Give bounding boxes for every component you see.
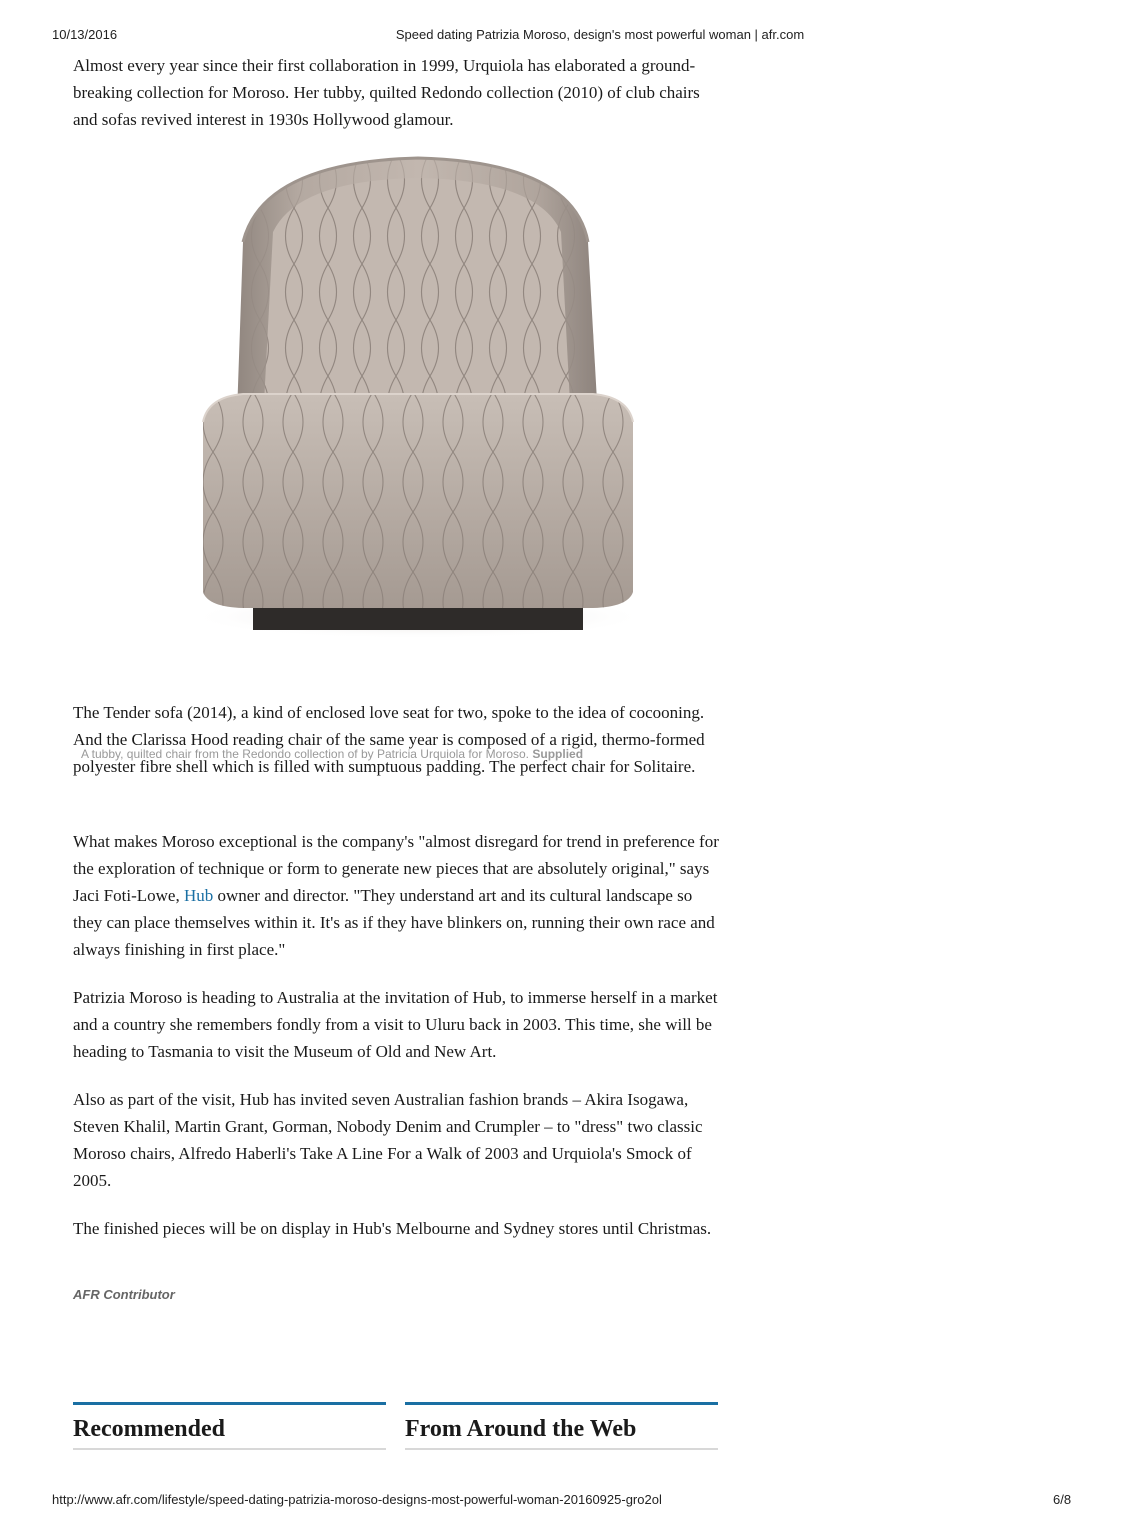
print-page-title: Speed dating Patrizia Moroso, design's most powerful woman | afr.com <box>395 27 805 42</box>
author-byline: AFR Contributor <box>73 1287 175 1302</box>
hub-link[interactable]: Hub <box>183 886 214 905</box>
recommended-heading: Recommended <box>73 1416 225 1442</box>
moroso-text-before: What makes Moroso exceptional is the company's "almost disregard for trend in preference for the exploration of technique or form to generate new pieces that are absolutely original," says Jaci Foti-Lowe, <box>73 832 719 905</box>
around-web-section <box>405 1402 718 1450</box>
around-web-heading: From Around the Web <box>405 1416 637 1442</box>
redondo-chair-image <box>73 152 723 647</box>
paragraph-patrizia: Patrizia Moroso is heading to Australia at the invitation of Hub, to immerse herself in a market and a country she remembers fondly from a visit to Uluru back in 2003. This time, she will be heading to Tasmania to visit the Museum of Old and New Art. <box>73 988 718 1061</box>
paragraph-finished: The finished pieces will be on display in Hub's Melbourne and Sydney stores until Christmas. <box>73 1219 712 1238</box>
print-date: 10/13/2016 <box>52 27 118 42</box>
caption-credit: Supplied <box>532 747 584 761</box>
recommended-section <box>73 1402 386 1450</box>
paragraph-intro: Almost every year since their first collaboration in 1999, Urquiola has elaborated a ground-breaking collection for Moroso. Her tubby, quilted Redondo collection (2010) of club chairs and sofas revived interest in 1930s Hollywood glamour. <box>73 56 700 129</box>
print-url: http://www.afr.com/lifestyle/speed-dating-patrizia-moroso-designs-most-powerful-woman-20160925-gro2ol <box>52 1492 662 1507</box>
caption-text: A tubby, quilted chair from the Redondo collection of by Patricia Urquiola for Moroso. <box>81 747 530 761</box>
paragraph-tender: The Tender sofa (2014), a kind of enclosed love seat for two, spoke to the idea of cocooning. And the Clarissa Hood reading chair of the same year is composed of a rigid, thermo-formed polyester fibre shell which is filled with sumptuous padding. The perfect chair for Solitaire. <box>73 703 705 776</box>
around-web-divider <box>405 1448 718 1450</box>
moroso-text-after: owner and director. "They understand art and its cultural landscape so they can place themselves within it. It's as if they have blinkers on, running their own race and always finishing in first place." <box>73 886 715 959</box>
paragraph-moroso <box>73 828 723 963</box>
paragraph-also: Also as part of the visit, Hub has invited seven Australian fashion brands – Akira Isogawa, Steven Khalil, Martin Grant, Gorman, Nobody Denim and Crumpler – to "dress" two classic Moroso chairs, Alfredo Haberli's Take A Line For a Walk of 2003 and Urquiola's Smock of 2005. <box>73 1090 703 1190</box>
recommended-divider <box>73 1448 386 1450</box>
page-number: 6/8 <box>1053 1492 1072 1507</box>
